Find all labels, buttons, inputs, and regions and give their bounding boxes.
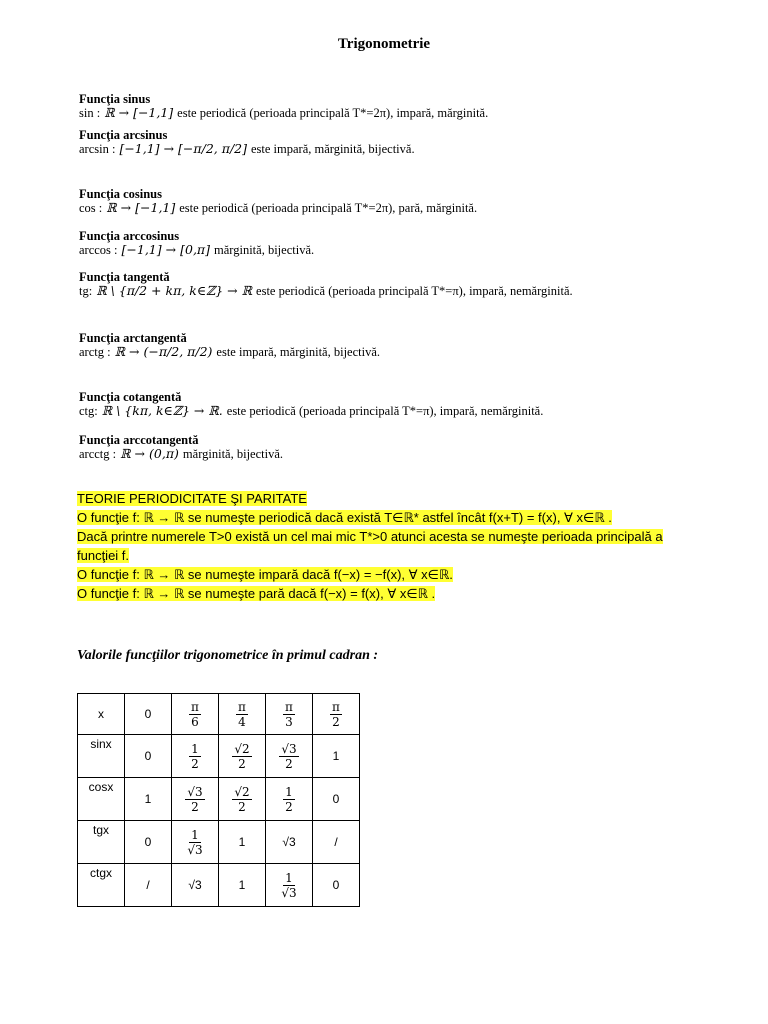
function-properties: este periodică (perioada principală T*=2π), impară, mărginită. (177, 106, 489, 120)
theory-even: O funcţie f: ℝ → ℝ se numeşte pară dacă f(−x) = f(x), ∀ x∈ℝ . (77, 586, 436, 601)
table-cell: 0 (313, 778, 360, 821)
table-cell: $\frac{1}{2}$ (266, 778, 313, 821)
function-properties: este periodică (perioada principală T*=π), impară, nemărginită. (256, 284, 573, 298)
table-header-cell: $\frac{\pi}{6}$ (172, 694, 219, 735)
function-domain: ℝ (106, 200, 117, 215)
function-title: Funcţia arccotangentă (79, 433, 199, 447)
function-definition (79, 284, 573, 298)
function-properties: este periodică (perioada principală T*=π), impară, nemărginită. (226, 404, 544, 418)
function-definition (79, 106, 488, 120)
table-header-row (78, 694, 360, 735)
function-properties: mărginită, bijectivă. (182, 447, 284, 461)
table-row (78, 735, 360, 778)
function-name: tg: (79, 284, 93, 298)
function-block (79, 270, 573, 298)
table-cell: $\frac{1}{2}$ (172, 735, 219, 778)
page-title: Trigonometrie (337, 36, 431, 52)
arrow: → (128, 344, 140, 359)
theory-principal-period: Dacă printre numerele T>0 există un cel mai mic T*>0 atunci acesta se numeşte perioada principală a funcţiei f. (77, 529, 663, 563)
function-block (79, 92, 488, 120)
function-name: arccos : (79, 243, 118, 257)
arrow: → (163, 141, 175, 156)
table-cell: $\frac{√2}{2}$ (219, 735, 266, 778)
table-header-cell: $\frac{\pi}{3}$ (266, 694, 313, 735)
function-properties: este impară, mărginită, bijectivă. (216, 345, 381, 359)
function-codomain: (0,π) (149, 446, 179, 461)
function-block (79, 128, 415, 156)
function-codomain: ℝ (241, 283, 253, 298)
function-definition (79, 201, 477, 215)
arrow: → (118, 105, 130, 120)
function-codomain: [0,π] (180, 242, 211, 257)
arrow: → (227, 283, 238, 298)
function-block (79, 187, 477, 215)
table-cell: $\frac{1}{√3}$ (266, 864, 313, 907)
function-domain: ℝ \ {kπ, k∈ℤ} (101, 403, 190, 418)
table-header-cell: $\frac{\pi}{2}$ (313, 694, 360, 735)
table-title: Valorile funcţiilor trigonometrice în primul cadran : (77, 648, 379, 663)
table-cell: 0 (313, 864, 360, 907)
table-header-cell: $\frac{\pi}{4}$ (219, 694, 266, 735)
function-properties: mărginită, bijectivă. (214, 243, 315, 257)
function-title: Funcţia tangentă (79, 270, 170, 284)
theory-odd: O funcţie f: ℝ → ℝ se numeşte impară dacă f(−x) = −f(x), ∀ x∈ℝ. (77, 567, 453, 582)
table-row (78, 821, 360, 864)
function-title: Funcţia sinus (79, 92, 151, 106)
function-properties: este periodică (perioada principală T*=2π), pară, mărginită. (179, 201, 478, 215)
function-title: Funcţia cosinus (79, 187, 163, 201)
theory-section (77, 489, 697, 603)
table-row (78, 778, 360, 821)
table-cell: $\frac{√3}{2}$ (172, 778, 219, 821)
table-row-label: sinx (78, 735, 125, 778)
function-block (79, 331, 380, 359)
function-definition (79, 345, 380, 359)
table-cell: / (313, 821, 360, 864)
function-name: cos : (79, 201, 103, 215)
arrow: → (193, 403, 205, 418)
function-name: sin : (79, 106, 101, 120)
arrow: → (165, 242, 177, 257)
table-cell: / (125, 864, 172, 907)
table-row-label: tgx (78, 821, 125, 864)
function-properties: este impară, mărginită, bijectivă. (250, 142, 415, 156)
table-cell: 0 (125, 735, 172, 778)
theory-periodic: O funcţie f: ℝ → ℝ se numeşte periodică dacă există T∈ℝ* astfel încât f(x+T) = f(x), ∀ x∈ℝ . (77, 510, 612, 525)
table-header-cell: 0 (125, 694, 172, 735)
function-codomain: (−π/2, π/2) (143, 344, 213, 359)
table-cell: $\frac{√2}{2}$ (219, 778, 266, 821)
function-codomain: [−1,1] (135, 200, 176, 215)
table-cell: 1 (219, 821, 266, 864)
table-cell: 1 (219, 864, 266, 907)
function-block (79, 433, 283, 461)
function-domain: [−1,1] (119, 141, 160, 156)
table-cell: $\frac{√3}{2}$ (266, 735, 313, 778)
function-title: Funcţia cotangentă (79, 390, 182, 404)
function-definition (79, 404, 543, 418)
function-name: arcctg : (79, 447, 117, 461)
function-definition (79, 243, 314, 257)
table-row (78, 864, 360, 907)
function-domain: ℝ (114, 344, 125, 359)
function-title: Funcţia arcsinus (79, 128, 168, 142)
function-name: ctg: (79, 404, 98, 418)
function-domain: [−1,1] (121, 242, 162, 257)
table-cell: $\frac{1}{√3}$ (172, 821, 219, 864)
function-block (79, 229, 314, 257)
arrow: → (120, 200, 132, 215)
trig-values-table (77, 693, 360, 907)
function-definition (79, 447, 283, 461)
function-block (79, 390, 543, 418)
table-cell: √3 (172, 864, 219, 907)
function-codomain: ℝ. (208, 403, 223, 418)
function-definition (79, 142, 415, 156)
theory-heading: TEORIE PERIODICITATE ŞI PARITATE (77, 491, 307, 506)
function-codomain: [−π/2, π/2] (178, 141, 247, 156)
function-domain: ℝ (104, 105, 115, 120)
table-cell: 1 (125, 778, 172, 821)
function-domain: ℝ (120, 446, 131, 461)
function-title: Funcţia arccosinus (79, 229, 180, 243)
table-cell: √3 (266, 821, 313, 864)
function-name: arcsin : (79, 142, 116, 156)
function-name: arctg : (79, 345, 111, 359)
function-title: Funcţia arctangentă (79, 331, 187, 345)
arrow: → (134, 446, 146, 461)
function-domain: ℝ \ {π/2 + kπ, k∈ℤ} (96, 283, 224, 298)
table-cell: 0 (125, 821, 172, 864)
table-header-cell: x (78, 694, 125, 735)
table-row-label: ctgx (78, 864, 125, 907)
table-row-label: cosx (78, 778, 125, 821)
function-codomain: [−1,1] (133, 105, 174, 120)
table-cell: 1 (313, 735, 360, 778)
